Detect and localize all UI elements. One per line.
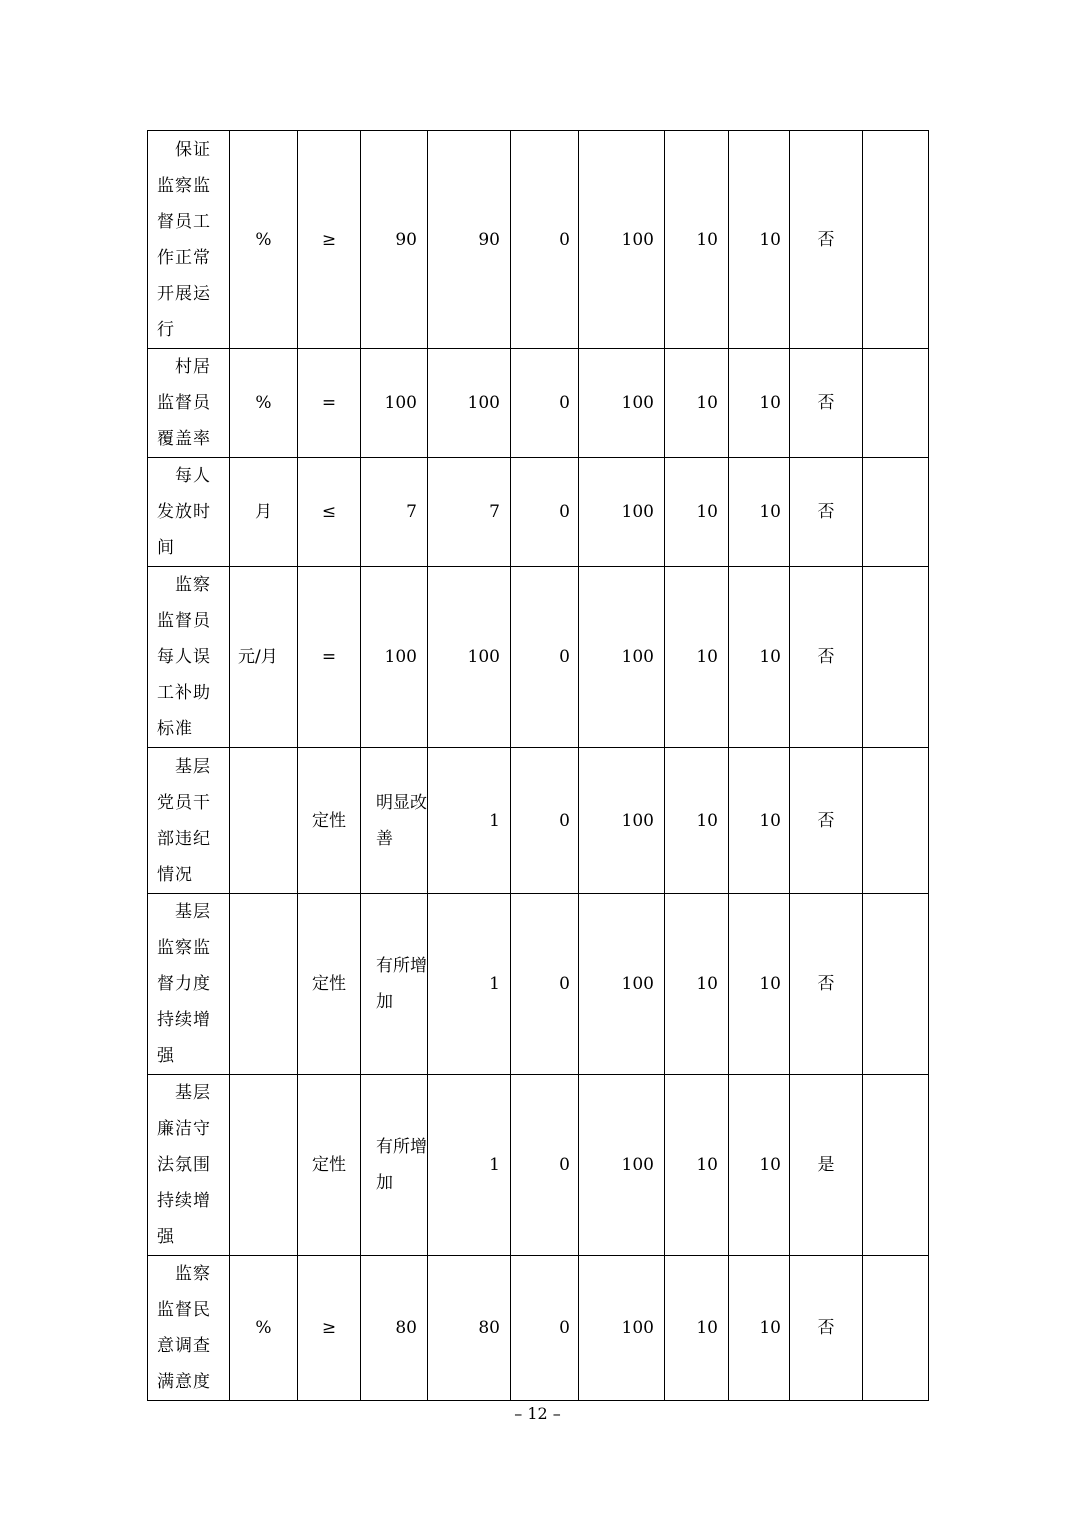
note-cell — [863, 567, 929, 748]
actual-value-cell: 100 — [428, 349, 511, 458]
unit-cell: 月 — [230, 458, 298, 567]
score-cell: 0 — [511, 1075, 579, 1256]
note-cell — [863, 349, 929, 458]
score-cell: 10 — [665, 1075, 729, 1256]
score-cell: 100 — [579, 458, 665, 567]
score-cell: 100 — [579, 131, 665, 349]
unit-cell — [230, 1075, 298, 1256]
note-cell — [863, 1256, 929, 1401]
table-row — [148, 894, 929, 1075]
target-value-cell: 7 — [361, 458, 428, 567]
note-cell — [863, 131, 929, 349]
flag-cell: 是 — [790, 1075, 863, 1256]
operator-cell: ≥ — [298, 1256, 361, 1401]
indicator-name-cell: 监察监督民意调查满意度 — [148, 1256, 230, 1401]
flag-cell: 否 — [790, 1256, 863, 1401]
actual-value-cell: 1 — [428, 894, 511, 1075]
score-cell: 0 — [511, 567, 579, 748]
target-value-cell: 90 — [361, 131, 428, 349]
flag-cell: 否 — [790, 567, 863, 748]
operator-cell: = — [298, 349, 361, 458]
actual-value-cell: 100 — [428, 567, 511, 748]
page-number: – 12 – — [514, 1404, 561, 1423]
target-value-cell: 有所增加 — [361, 894, 428, 1075]
table-row — [148, 1075, 929, 1256]
operator-cell: 定性 — [298, 894, 361, 1075]
note-cell — [863, 894, 929, 1075]
target-value-cell: 100 — [361, 567, 428, 748]
flag-cell: 否 — [790, 894, 863, 1075]
score-cell: 100 — [579, 894, 665, 1075]
score-cell: 10 — [665, 1256, 729, 1401]
unit-cell: % — [230, 349, 298, 458]
score-cell: 10 — [729, 567, 790, 748]
indicator-name-cell: 监察监督员每人误工补助标准 — [148, 567, 230, 748]
operator-cell: = — [298, 567, 361, 748]
note-cell — [863, 1075, 929, 1256]
operator-cell: 定性 — [298, 748, 361, 894]
flag-cell: 否 — [790, 458, 863, 567]
score-cell: 0 — [511, 748, 579, 894]
table-row — [148, 349, 929, 458]
score-cell: 10 — [665, 458, 729, 567]
table-row — [148, 131, 929, 349]
indicator-name-cell: 每人发放时间 — [148, 458, 230, 567]
unit-cell: % — [230, 131, 298, 349]
indicator-name-cell: 保证监察监督员工作正常开展运行 — [148, 131, 230, 349]
score-cell: 10 — [665, 349, 729, 458]
table-row — [148, 567, 929, 748]
score-cell: 10 — [729, 1256, 790, 1401]
target-value-cell: 100 — [361, 349, 428, 458]
actual-value-cell: 80 — [428, 1256, 511, 1401]
note-cell — [863, 458, 929, 567]
score-cell: 100 — [579, 567, 665, 748]
target-value-cell: 80 — [361, 1256, 428, 1401]
score-cell: 10 — [665, 894, 729, 1075]
score-cell: 10 — [665, 748, 729, 894]
note-cell — [863, 748, 929, 894]
score-cell: 10 — [729, 349, 790, 458]
indicator-name-cell: 村居监督员覆盖率 — [148, 349, 230, 458]
operator-cell: ≥ — [298, 131, 361, 349]
unit-cell — [230, 894, 298, 1075]
score-cell: 10 — [665, 567, 729, 748]
score-cell: 0 — [511, 894, 579, 1075]
target-value-cell: 明显改善 — [361, 748, 428, 894]
indicator-name-cell: 基层廉洁守法氛围持续增强 — [148, 1075, 230, 1256]
table-row — [148, 748, 929, 894]
score-cell: 0 — [511, 349, 579, 458]
score-cell: 10 — [729, 1075, 790, 1256]
actual-value-cell: 90 — [428, 131, 511, 349]
flag-cell: 否 — [790, 131, 863, 349]
flag-cell: 否 — [790, 349, 863, 458]
score-cell: 100 — [579, 1256, 665, 1401]
table-row — [148, 458, 929, 567]
performance-table — [147, 130, 929, 1401]
score-cell: 10 — [729, 458, 790, 567]
score-cell: 100 — [579, 349, 665, 458]
unit-cell: % — [230, 1256, 298, 1401]
score-cell: 0 — [511, 1256, 579, 1401]
operator-cell: ≤ — [298, 458, 361, 567]
unit-cell — [230, 748, 298, 894]
actual-value-cell: 1 — [428, 748, 511, 894]
flag-cell: 否 — [790, 748, 863, 894]
indicator-name-cell: 基层监察监督力度持续增强 — [148, 894, 230, 1075]
score-cell: 0 — [511, 131, 579, 349]
score-cell: 0 — [511, 458, 579, 567]
score-cell: 10 — [729, 894, 790, 1075]
actual-value-cell: 7 — [428, 458, 511, 567]
indicator-name-cell: 基层党员干部违纪情况 — [148, 748, 230, 894]
score-cell: 100 — [579, 1075, 665, 1256]
score-cell: 10 — [665, 131, 729, 349]
score-cell: 10 — [729, 131, 790, 349]
score-cell: 10 — [729, 748, 790, 894]
unit-cell: 元/月 — [230, 567, 298, 748]
target-value-cell: 有所增加 — [361, 1075, 428, 1256]
actual-value-cell: 1 — [428, 1075, 511, 1256]
operator-cell: 定性 — [298, 1075, 361, 1256]
score-cell: 100 — [579, 748, 665, 894]
table-row — [148, 1256, 929, 1401]
